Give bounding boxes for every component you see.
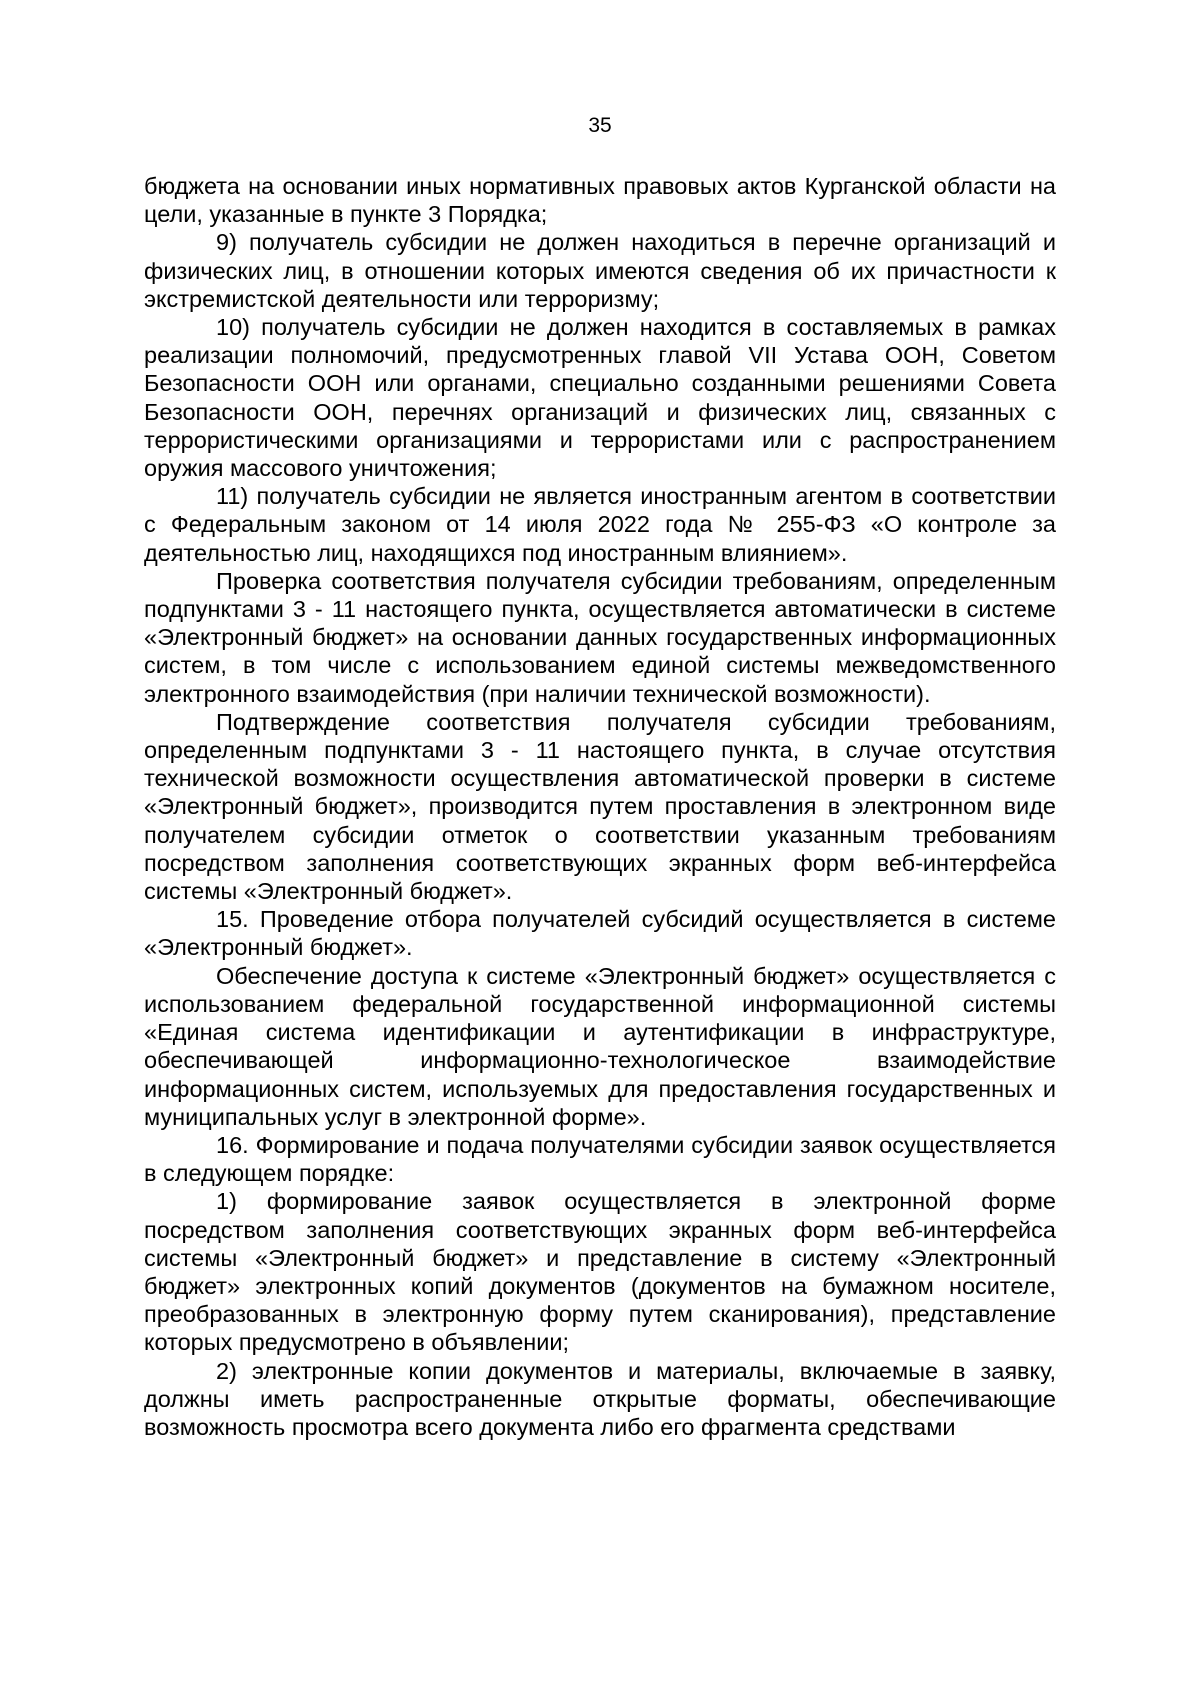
- paragraph-item-10: 10) получатель субсидии не должен находится в составляемых в рамках реализации полномочий, предусмотренных главой VII Устава ООН, Советом Безопасности ООН или органами, специально созданными решениями Совета Безопасности ООН, перечнях организаций и физических лиц, связанных с террористическими организациями и террористами или с распространением оружия массового уничтожения;: [144, 314, 1056, 482]
- paragraph-verification: Проверка соответствия получателя субсидии требованиям, определенным подпунктами 3 - 11 настоящего пункта, осуществляется автоматически в системе «Электронный бюджет» на основании данных государственных информационных систем, в том числе с использованием единой системы межведомственного электронного взаимодействия (при наличии технической возможности).: [144, 567, 1056, 707]
- paragraph-section-15: 15. Проведение отбора получателей субсидий осуществляется в системе «Электронный бюджет».: [144, 906, 1056, 961]
- paragraph-item-9: 9) получатель субсидии не должен находиться в перечне организаций и физических лиц, в отношении которых имеются сведения об их причастности к экстремистской деятельности или терроризму;: [144, 229, 1056, 312]
- paragraph-item-1: 1) формирование заявок осуществляется в электронной форме посредством заполнения соответствующих экранных форм веб-интерфейса системы «Электронный бюджет» и представление в систему «Электронный бюджет» электронных копий документов (документов на бумажном носителе, преобразованных в электронную форму путем сканирования), представление которых предусмотрено в объявлении;: [144, 1188, 1056, 1356]
- page-number: 35: [588, 114, 612, 137]
- paragraph-item-2: 2) электронные копии документов и материалы, включаемые в заявку, должны иметь распространенные открытые форматы, обеспечивающие возможность просмотра всего документа либо его фрагмента средствами: [144, 1357, 1056, 1440]
- paragraph-access: Обеспечение доступа к системе «Электронный бюджет» осуществляется с использованием федеральной государственной информационной системы «Единая система идентификации и аутентификации в инфраструктуре, обеспечивающей информационно-технологическое взаимодействие информационных систем, используемых для предоставления государственных и муниципальных услуг в электронной форме».: [144, 962, 1056, 1130]
- paragraph-section-16: 16. Формирование и подача получателями субсидии заявок осуществляется в следующем порядке:: [144, 1131, 1056, 1187]
- paragraph-item-11: 11) получатель субсидии не является иностранным агентом в соответствии с Федеральным законом от 14 июля 2022 года № 255-ФЗ «О контроле за деятельностью лиц, находящихся под иностранным влиянием».: [144, 483, 1056, 566]
- document-body: [144, 172, 1056, 1441]
- paragraph-confirmation: Подтверждение соответствия получателя субсидии требованиям, определенным подпунктами 3 - 11 настоящего пункта, в случае отсутствия технической возможности осуществления автоматической проверки в системе «Электронный бюджет», производится путем проставления в электронном виде получателем субсидии отметок о соответствии указанным требованиям посредством заполнения соответствующих экранных форм веб-интерфейса системы «Электронный бюджет».: [144, 708, 1056, 905]
- paragraph-continuation: бюджета на основании иных нормативных правовых актов Курганской области на цели, указанные в пункте 3 Порядка;: [144, 173, 1056, 228]
